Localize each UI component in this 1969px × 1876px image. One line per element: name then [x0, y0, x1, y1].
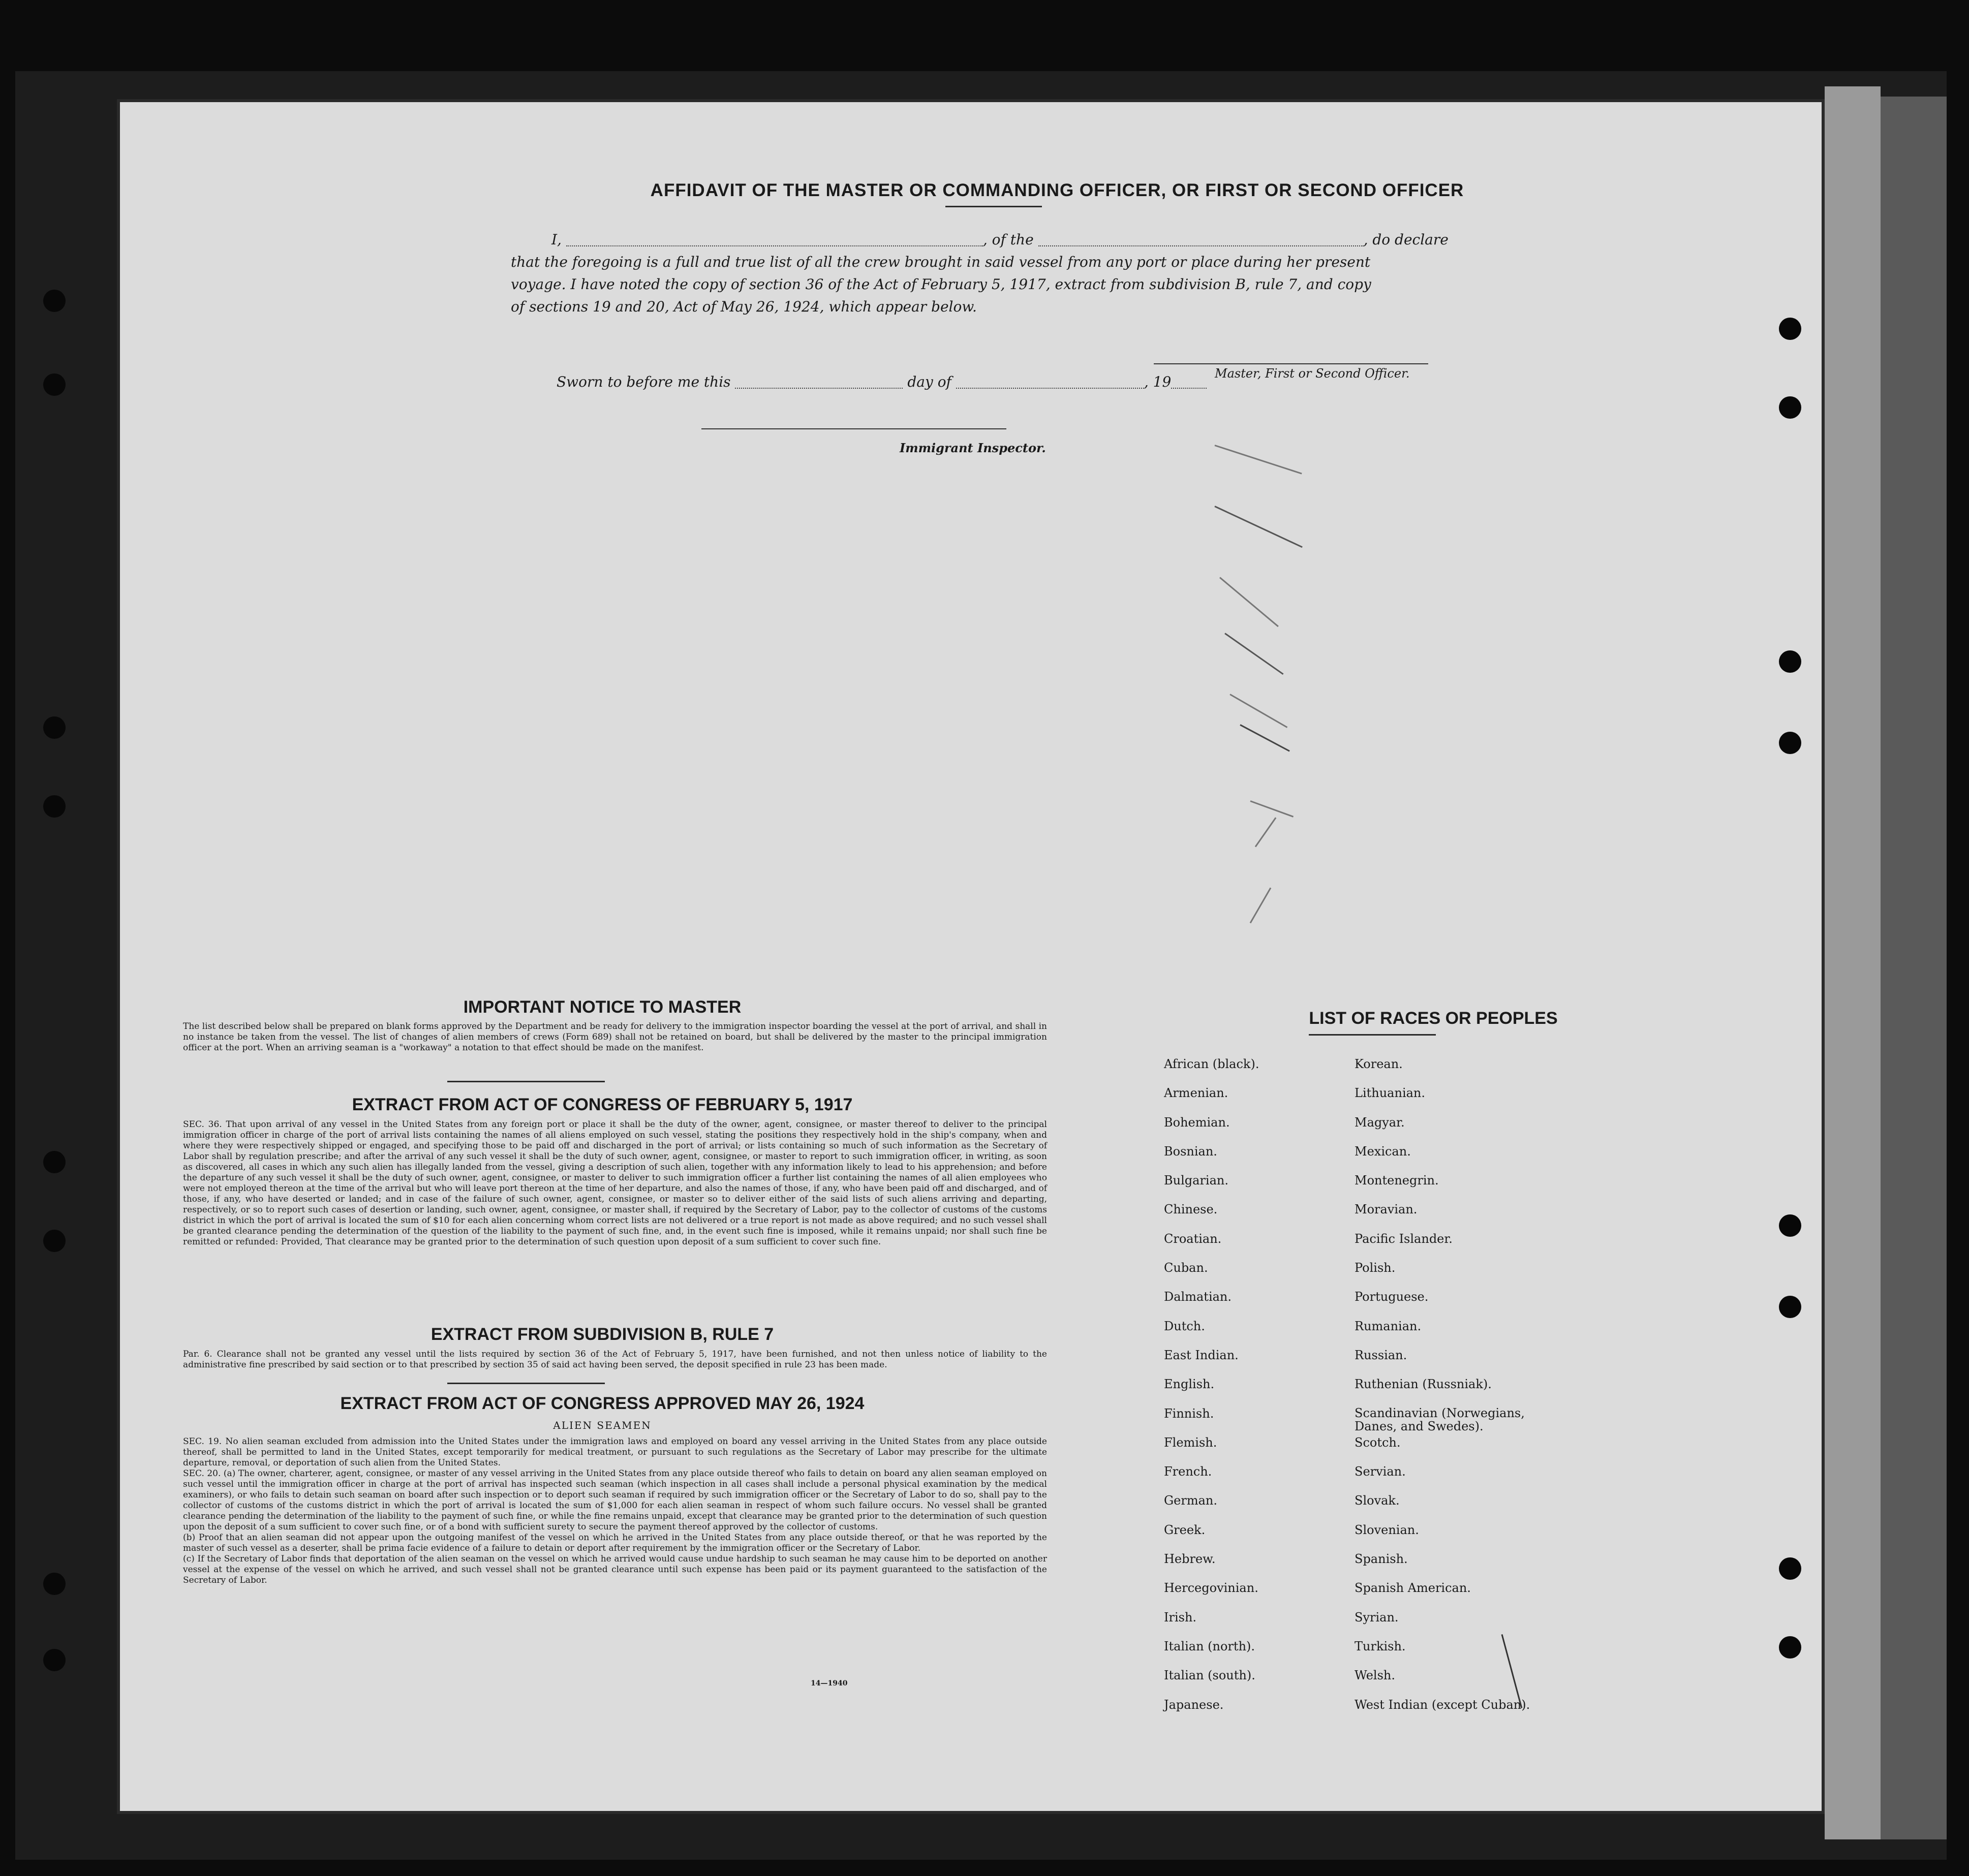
of-the-label: , of the: [982, 231, 1034, 248]
section-rule: [447, 1081, 605, 1082]
race-item: Slovak.: [1355, 1493, 1400, 1508]
race-item: Finnish.: [1164, 1406, 1214, 1421]
race-item: German.: [1164, 1493, 1217, 1508]
declarant-name-field[interactable]: [566, 235, 983, 246]
race-item: Chinese.: [1164, 1202, 1218, 1217]
race-item: Bosnian.: [1164, 1144, 1217, 1159]
pencil-mark: [1255, 817, 1277, 847]
race-item: French.: [1164, 1464, 1212, 1479]
race-item: Mexican.: [1355, 1144, 1411, 1159]
do-declare-label: , do declare: [1363, 231, 1449, 248]
race-item: Spanish American.: [1355, 1581, 1471, 1596]
race-item: Dalmatian.: [1164, 1290, 1232, 1304]
master-signature-line[interactable]: [1154, 363, 1428, 364]
sworn-month-field[interactable]: [956, 378, 1144, 389]
binder-hole: [43, 373, 66, 396]
binder-hole: [43, 1573, 66, 1595]
race-item: Bohemian.: [1164, 1115, 1230, 1130]
extract-1924-title: EXTRACT FROM ACT OF CONGRESS APPROVED MAY 26, 1924: [340, 1394, 865, 1413]
race-item: Servian.: [1355, 1464, 1406, 1479]
master-signature-label: Master, First or Second Officer.: [1215, 366, 1410, 381]
alien-seamen-subtitle: ALIEN SEAMEN: [553, 1419, 652, 1431]
race-item: African (black).: [1164, 1057, 1259, 1071]
binder-hole: [43, 716, 66, 739]
races-title: LIST OF RACES OR PEOPLES: [1309, 1009, 1558, 1028]
extract-1924-text: SEC. 19. No alien seaman excluded from admission into the United States under the immigration laws and employed on board any vessel arriving in the United States from any place outside thereof, shall be permitted to land in the United States, except temporarily for medical treatment, or pursuant to such regulations as the Secretary of Labor may prescribe for the ultimate departure, removal, or deportation of such alien from the United States. SEC. 20. (a) The owner, charterer, agent, consignee, or master of any vessel arriving in the United States from any place outside thereof who fails to detain on board any alien seaman employed on such vessel until the immigration officer in charge at the port of arrival has inspected such seaman (which inspection in all cases shall include a personal physical examination by the medical examiners), or who fails to detain such seaman on board after such inspection or to deport such seaman if required by such immigration officer or the Secretary of Labor to do so, shall pay to the collector of customs of the customs district in which the port of arrival is located the sum of $1,000 for each alien seaman in respect of whom such failure occurs. No vessel shall be granted clearance pending the determination of the liability to the payment of such fine, or while the fine remains unpaid, except that clearance may be granted prior to the determination of such question upon the deposit of a sum sufficient to cover such fine, or of a bond with sufficient surety to secure the payment thereof approved by the collector of customs. (b) Proof that an alien seaman did not appear upon the outgoing manifest of the vessel on which he arrived in the United States from any place outside thereof, or that he was reported by the master of such vessel as a deserter, shall be prima facie evidence of a failure to detain or deport after requirement by the immigration officer or the Secretary of Labor. (c) If the Secretary of Labor finds that deportation of the alien seaman on the vessel on which he arrived would cause undue hardship to such seaman he may cause him to be deported on another vessel at the expense of the vessel on which he arrived, and such vessel shall not be granted clearance until such expense has been paid or its payment guaranteed to the satisfaction of the Secretary of Labor.: [183, 1436, 1047, 1585]
race-item: East Indian.: [1164, 1348, 1239, 1362]
extract-1917-title: EXTRACT FROM ACT OF CONGRESS OF FEBRUARY 5, 1917: [352, 1095, 853, 1114]
race-item: Bulgarian.: [1164, 1173, 1228, 1188]
races-left-column: [1164, 1057, 1259, 1727]
sworn-year-field[interactable]: [1171, 378, 1207, 389]
affidavit-text-line: that the foregoing is a full and true list of all the crew brought in said vessel from any port or place during her present: [511, 254, 1371, 270]
vessel-name-field[interactable]: [1038, 235, 1364, 246]
race-item: Rumanian.: [1355, 1319, 1422, 1333]
race-item: Syrian.: [1355, 1610, 1399, 1624]
race-item: Croatian.: [1164, 1231, 1222, 1246]
sworn-day-field[interactable]: [735, 378, 903, 389]
inspector-signature-line[interactable]: [701, 428, 1006, 429]
race-item: Turkish.: [1355, 1639, 1406, 1653]
race-item: Italian (north).: [1164, 1639, 1255, 1653]
year-prefix: , 19: [1144, 373, 1172, 390]
binder-hole: [1779, 650, 1801, 673]
race-item: Irish.: [1164, 1610, 1197, 1624]
race-item: Scotch.: [1355, 1435, 1401, 1450]
race-item: Lithuanian.: [1355, 1086, 1426, 1101]
binder-hole: [1779, 318, 1801, 340]
race-item: Portuguese.: [1355, 1290, 1429, 1304]
race-item: Hercegovinian.: [1164, 1581, 1258, 1596]
race-item: Scandinavian (Norwegians, Danes, and Swedes).: [1355, 1405, 1525, 1433]
races-right-column: [1355, 1057, 1530, 1727]
inspector-signature-label: Immigrant Inspector.: [900, 441, 1046, 455]
race-item: Slovenian.: [1355, 1522, 1419, 1537]
declarant-label: I,: [551, 231, 562, 248]
title-rule: [945, 206, 1042, 207]
race-item: Japanese.: [1164, 1697, 1224, 1712]
race-item: Moravian.: [1355, 1202, 1418, 1217]
pencil-mark: [1215, 445, 1302, 474]
race-item: English.: [1164, 1377, 1215, 1392]
section-rule: [447, 1383, 605, 1384]
affidavit-text-line: of sections 19 and 20, Act of May 26, 1924, which appear below.: [511, 298, 977, 315]
pencil-mark: [1250, 887, 1272, 923]
affidavit-body: [511, 229, 1487, 318]
race-item: Spanish.: [1355, 1552, 1408, 1567]
binder-hole: [43, 290, 66, 312]
notice-title: IMPORTANT NOTICE TO MASTER: [463, 997, 742, 1017]
race-item: Hebrew.: [1164, 1552, 1216, 1567]
binder-hole: [43, 1151, 66, 1173]
affidavit-text-line: voyage. I have noted the copy of section 36 of the Act of February 5, 1917, extract from subdivision B, rule 7, and copy: [511, 276, 1371, 293]
race-item: Polish.: [1355, 1261, 1396, 1275]
declaration-line: [511, 229, 1487, 251]
day-of-label: day of: [907, 373, 951, 390]
pencil-mark: [1224, 633, 1283, 675]
pencil-mark: [1250, 800, 1294, 818]
race-item: Ruthenian (Russniak).: [1355, 1377, 1492, 1392]
extract-1917-text: SEC. 36. That upon arrival of any vessel in the United States from any foreign port or place it shall be the duty of the owner, agent, consignee, or master thereof to deliver to the principal immigration officer in charge of the port of arrival lists containing the names of all aliens employed on such vessel, stating the positions they respectively hold in the ship's company, when and where they were respectively shipped or engaged, and specifying those to be paid off and discharged in the port of arrival; or lists containing so much of such information as the Secretary of Labor shall by regulation prescribe; and after the arrival of any such vessel it shall be the duty of such owner, agent, consignee, or master to report to such immigration officer, in writing, as soon as discovered, all cases in which any such alien has illegally landed from the vessel, giving a description of such alien, together with any information likely to lead to his apprehension; and before the departure of any such vessel it shall be the duty of such owner, agent, consignee, or master to deliver to such immigration officer a further list containing the names of all alien employees who were not employed thereon at the time of the arrival but who will leave port thereon at the time of her departure, and also the names of those, if any, who have been paid off and discharged, and of those, if any, who have deserted or landed; and in case of the failure of such owner, agent, consignee, or master so to deliver either of the said lists of such aliens arriving and departing, respectively, or so to report such cases of desertion or landing, such owner, agent, consignee, or master shall, if required by the Secretary of Labor, pay to the collector of customs of the customs district in which the port of arrival is located the sum of $10 for each alien concerning whom correct lists are not delivered or a true report is not made as above required; and no such vessel shall be granted clearance pending the determination of the question of the liability to the payment of such fine, and, in the event such fine is imposed, while it remains unpaid; nor shall such fine be remitted or refunded: Provided, That clearance may be granted prior to the determination of such question upon deposit of a sum sufficient to cover such fine.: [183, 1119, 1047, 1247]
race-item: Greek.: [1164, 1522, 1206, 1537]
binder-hole: [43, 795, 66, 818]
sworn-prefix: Sworn to before me this: [557, 373, 731, 390]
pencil-mark: [1214, 506, 1302, 548]
race-item: Italian (south).: [1164, 1668, 1255, 1683]
pencil-mark: [1219, 577, 1279, 627]
race-item: Dutch.: [1164, 1319, 1205, 1333]
race-item: Magyar.: [1355, 1115, 1405, 1130]
binder-hole: [43, 1230, 66, 1252]
pencil-mark: [1240, 724, 1290, 752]
race-item: Armenian.: [1164, 1086, 1228, 1101]
sworn-line: [557, 373, 1207, 390]
pencil-mark: [1229, 694, 1287, 728]
extract-rule7-title: EXTRACT FROM SUBDIVISION B, RULE 7: [430, 1325, 774, 1344]
extract-rule7-text: Par. 6. Clearance shall not be granted any vessel until the lists required by section 36 of the Act of February 5, 1917, have been furnished, and not then unless notice of liability to the administrative fine prescribed by said section or to that prescribed by section 35 of said act having been served, the deposit specified in rule 23 has been made.: [183, 1349, 1047, 1370]
binder-hole: [1779, 1636, 1801, 1659]
notice-text: The list described below shall be prepared on blank forms approved by the Department and be ready for delivery to the immigration inspector boarding the vessel at the port of arrival, and shall in no instance be taken from the vessel. The list of changes of alien members of crews (Form 689) shall not be retained on board, but shall be delivered by the master to the principal immigration officer at the port. When an arriving seaman is a "workaway" a notation to that effect should be made on the manifest.: [183, 1021, 1047, 1053]
race-item: Welsh.: [1355, 1668, 1395, 1683]
binder-hole: [43, 1649, 66, 1671]
underlying-sheet: [1825, 86, 1881, 1839]
affidavit-title: AFFIDAVIT OF THE MASTER OR COMMANDING OFFICER, OR FIRST OR SECOND OFFICER: [650, 180, 1464, 200]
race-item: Montenegrin.: [1355, 1173, 1439, 1188]
race-item: Flemish.: [1164, 1435, 1217, 1450]
race-item: Russian.: [1355, 1348, 1407, 1362]
binder-hole: [1779, 1557, 1801, 1580]
race-item: Cuban.: [1164, 1261, 1208, 1275]
binder-hole: [1779, 732, 1801, 754]
underlying-sheet-edge: [1881, 97, 1947, 1839]
races-title-rule: [1309, 1034, 1436, 1036]
race-item: Korean.: [1355, 1057, 1403, 1071]
binder-hole: [1779, 1214, 1801, 1237]
form-number: 14—1940: [811, 1679, 848, 1687]
race-item: Pacific Islander.: [1355, 1231, 1453, 1246]
affidavit-page: [117, 99, 1825, 1814]
race-item: West Indian (except Cuban).: [1355, 1697, 1530, 1712]
binder-hole: [1779, 1296, 1801, 1318]
binder-hole: [1779, 396, 1801, 419]
